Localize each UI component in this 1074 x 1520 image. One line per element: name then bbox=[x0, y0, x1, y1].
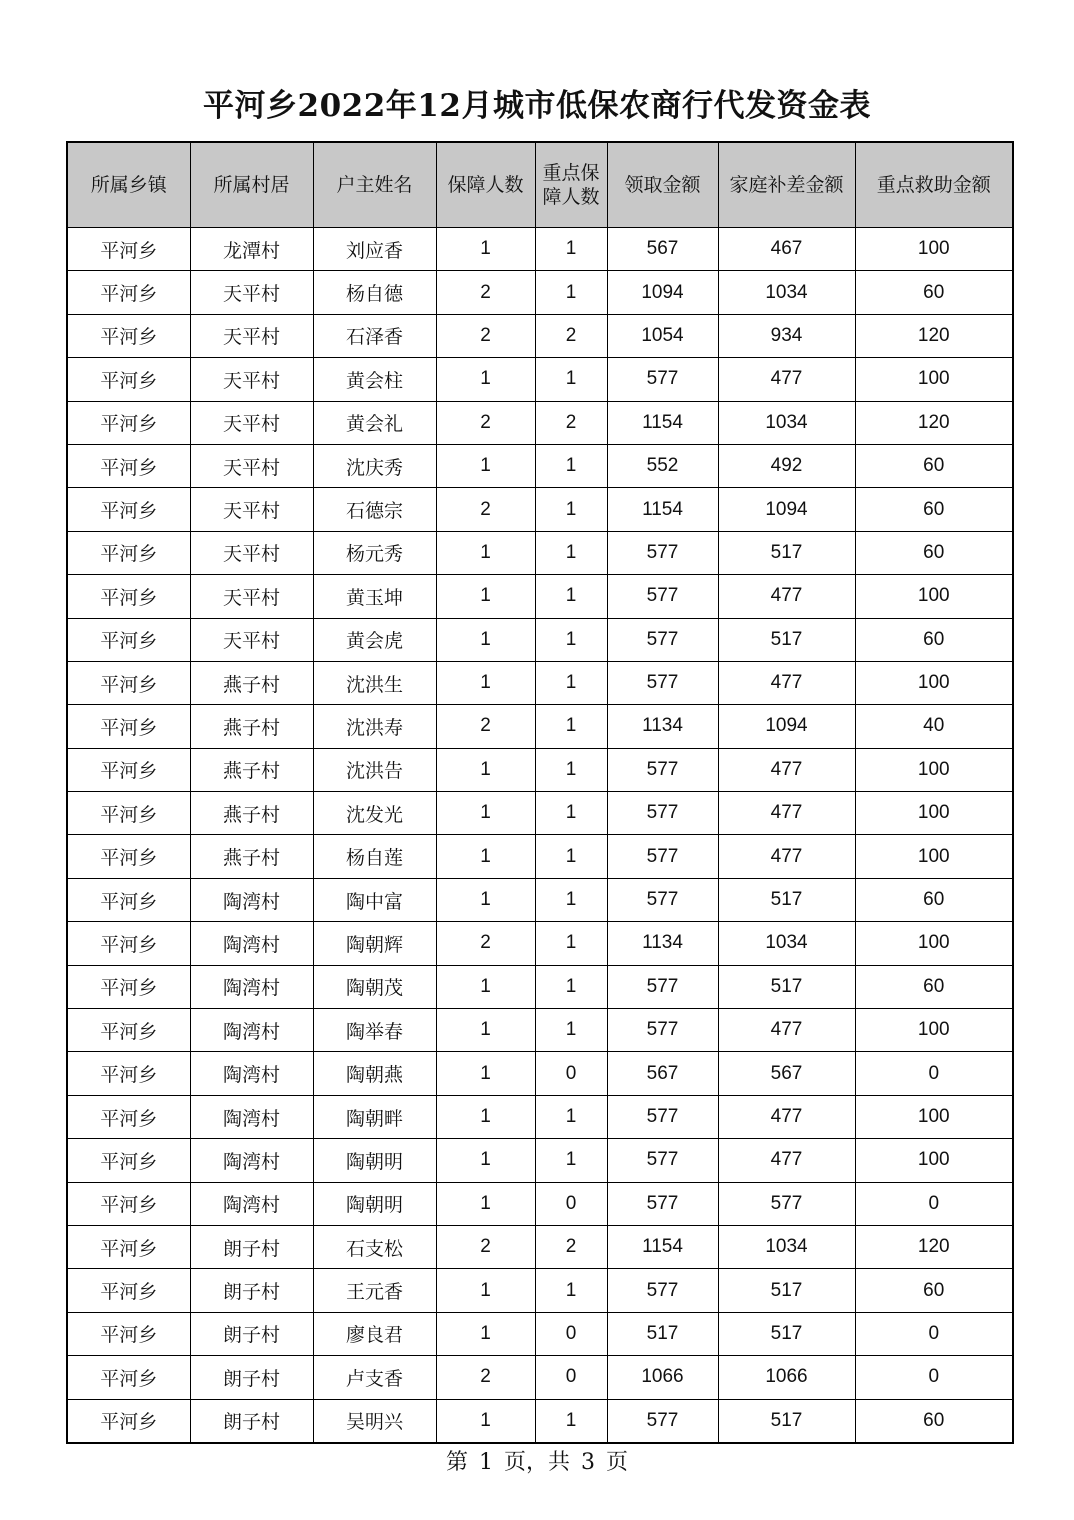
table-row bbox=[67, 531, 1013, 574]
cell-householder: 杨元秀 bbox=[313, 531, 436, 574]
cell-amount-received: 577 bbox=[607, 1095, 718, 1138]
cell-key-assistance: 100 bbox=[855, 835, 1013, 878]
cell-town: 平河乡 bbox=[67, 792, 190, 835]
cell-key-covered-persons: 1 bbox=[535, 835, 607, 878]
col-header-amount-received: 领取金额 bbox=[607, 142, 718, 228]
cell-amount-received: 577 bbox=[607, 358, 718, 401]
cell-town: 平河乡 bbox=[67, 358, 190, 401]
cell-key-covered-persons: 1 bbox=[535, 792, 607, 835]
cell-key-assistance: 60 bbox=[855, 965, 1013, 1008]
cell-key-covered-persons: 1 bbox=[535, 1139, 607, 1182]
table-row bbox=[67, 705, 1013, 748]
cell-householder: 陶朝茂 bbox=[313, 965, 436, 1008]
cell-family-supplement: 1034 bbox=[718, 271, 855, 314]
cell-householder: 陶朝明 bbox=[313, 1139, 436, 1182]
cell-key-covered-persons: 1 bbox=[535, 661, 607, 704]
cell-covered-persons: 2 bbox=[436, 1356, 535, 1399]
cell-key-assistance: 120 bbox=[855, 1225, 1013, 1268]
cell-householder: 黄会虎 bbox=[313, 618, 436, 661]
cell-householder: 陶中富 bbox=[313, 878, 436, 921]
page-footer: 第 1 页，共 3 页 bbox=[446, 1450, 628, 1475]
cell-covered-persons: 1 bbox=[436, 575, 535, 618]
cell-village: 燕子村 bbox=[190, 835, 313, 878]
cell-village: 朗子村 bbox=[190, 1312, 313, 1355]
cell-householder: 黄玉坤 bbox=[313, 575, 436, 618]
table-row bbox=[67, 1095, 1013, 1138]
cell-key-assistance: 0 bbox=[855, 1182, 1013, 1225]
cell-householder: 廖良君 bbox=[313, 1312, 436, 1355]
cell-village: 燕子村 bbox=[190, 748, 313, 791]
table-row bbox=[67, 1052, 1013, 1095]
cell-village: 天平村 bbox=[190, 358, 313, 401]
cell-village: 朗子村 bbox=[190, 1225, 313, 1268]
cell-town: 平河乡 bbox=[67, 1399, 190, 1443]
cell-covered-persons: 1 bbox=[436, 444, 535, 487]
cell-householder: 沈庆秀 bbox=[313, 444, 436, 487]
cell-key-covered-persons: 1 bbox=[535, 1399, 607, 1443]
cell-amount-received: 1154 bbox=[607, 488, 718, 531]
cell-key-assistance: 0 bbox=[855, 1356, 1013, 1399]
cell-key-covered-persons: 1 bbox=[535, 1009, 607, 1052]
cell-town: 平河乡 bbox=[67, 748, 190, 791]
cell-town: 平河乡 bbox=[67, 1269, 190, 1312]
table-row bbox=[67, 748, 1013, 791]
cell-town: 平河乡 bbox=[67, 1052, 190, 1095]
cell-key-covered-persons: 1 bbox=[535, 575, 607, 618]
cell-key-covered-persons: 1 bbox=[535, 618, 607, 661]
cell-village: 燕子村 bbox=[190, 661, 313, 704]
table-row bbox=[67, 1312, 1013, 1355]
cell-key-covered-persons: 0 bbox=[535, 1312, 607, 1355]
cell-householder: 黄会礼 bbox=[313, 401, 436, 444]
col-header-key-assistance: 重点救助金额 bbox=[855, 142, 1013, 228]
cell-covered-persons: 1 bbox=[436, 1399, 535, 1443]
cell-key-assistance: 100 bbox=[855, 792, 1013, 835]
cell-key-covered-persons: 2 bbox=[535, 401, 607, 444]
table-row bbox=[67, 1139, 1013, 1182]
cell-village: 燕子村 bbox=[190, 792, 313, 835]
cell-family-supplement: 477 bbox=[718, 748, 855, 791]
cell-householder: 沈洪生 bbox=[313, 661, 436, 704]
cell-village: 天平村 bbox=[190, 618, 313, 661]
table-row bbox=[67, 401, 1013, 444]
cell-key-covered-persons: 1 bbox=[535, 878, 607, 921]
cell-town: 平河乡 bbox=[67, 1356, 190, 1399]
cell-town: 平河乡 bbox=[67, 1182, 190, 1225]
cell-town: 平河乡 bbox=[67, 1009, 190, 1052]
cell-covered-persons: 2 bbox=[436, 922, 535, 965]
cell-key-covered-persons: 1 bbox=[535, 1095, 607, 1138]
cell-covered-persons: 2 bbox=[436, 401, 535, 444]
cell-village: 陶湾村 bbox=[190, 1095, 313, 1138]
cell-key-assistance: 100 bbox=[855, 748, 1013, 791]
cell-covered-persons: 1 bbox=[436, 1182, 535, 1225]
cell-family-supplement: 477 bbox=[718, 835, 855, 878]
cell-householder: 沈洪寿 bbox=[313, 705, 436, 748]
cell-key-assistance: 0 bbox=[855, 1052, 1013, 1095]
cell-key-assistance: 60 bbox=[855, 444, 1013, 487]
table-row bbox=[67, 444, 1013, 487]
cell-family-supplement: 1034 bbox=[718, 401, 855, 444]
cell-covered-persons: 1 bbox=[436, 965, 535, 1008]
cell-family-supplement: 1094 bbox=[718, 488, 855, 531]
cell-key-assistance: 60 bbox=[855, 618, 1013, 661]
cell-householder: 陶朝畔 bbox=[313, 1095, 436, 1138]
cell-amount-received: 567 bbox=[607, 1052, 718, 1095]
cell-amount-received: 577 bbox=[607, 575, 718, 618]
table-row bbox=[67, 922, 1013, 965]
cell-village: 陶湾村 bbox=[190, 1182, 313, 1225]
cell-covered-persons: 2 bbox=[436, 314, 535, 357]
cell-householder: 杨自莲 bbox=[313, 835, 436, 878]
table-row bbox=[67, 1269, 1013, 1312]
cell-amount-received: 577 bbox=[607, 748, 718, 791]
cell-town: 平河乡 bbox=[67, 1225, 190, 1268]
cell-village: 天平村 bbox=[190, 575, 313, 618]
table-row bbox=[67, 228, 1013, 271]
cell-family-supplement: 477 bbox=[718, 358, 855, 401]
cell-family-supplement: 1034 bbox=[718, 1225, 855, 1268]
cell-key-assistance: 100 bbox=[855, 1139, 1013, 1182]
cell-amount-received: 1154 bbox=[607, 401, 718, 444]
cell-key-assistance: 60 bbox=[855, 271, 1013, 314]
cell-family-supplement: 477 bbox=[718, 792, 855, 835]
cell-key-covered-persons: 1 bbox=[535, 922, 607, 965]
cell-town: 平河乡 bbox=[67, 271, 190, 314]
cell-key-assistance: 40 bbox=[855, 705, 1013, 748]
table-body bbox=[67, 228, 1013, 1443]
cell-town: 平河乡 bbox=[67, 661, 190, 704]
cell-key-assistance: 100 bbox=[855, 922, 1013, 965]
cell-amount-received: 1066 bbox=[607, 1356, 718, 1399]
cell-key-assistance: 100 bbox=[855, 661, 1013, 704]
cell-amount-received: 1094 bbox=[607, 271, 718, 314]
cell-family-supplement: 517 bbox=[718, 965, 855, 1008]
cell-town: 平河乡 bbox=[67, 401, 190, 444]
cell-village: 燕子村 bbox=[190, 705, 313, 748]
cell-family-supplement: 517 bbox=[718, 1269, 855, 1312]
cell-covered-persons: 1 bbox=[436, 531, 535, 574]
table-row bbox=[67, 1009, 1013, 1052]
cell-covered-persons: 1 bbox=[436, 358, 535, 401]
cell-amount-received: 517 bbox=[607, 1312, 718, 1355]
cell-householder: 陶举春 bbox=[313, 1009, 436, 1052]
cell-householder: 石支松 bbox=[313, 1225, 436, 1268]
cell-family-supplement: 477 bbox=[718, 1009, 855, 1052]
cell-amount-received: 577 bbox=[607, 878, 718, 921]
col-header-householder: 户主姓名 bbox=[313, 142, 436, 228]
cell-family-supplement: 477 bbox=[718, 1095, 855, 1138]
cell-householder: 石德宗 bbox=[313, 488, 436, 531]
cell-covered-persons: 2 bbox=[436, 271, 535, 314]
cell-town: 平河乡 bbox=[67, 1139, 190, 1182]
cell-covered-persons: 1 bbox=[436, 1139, 535, 1182]
cell-key-assistance: 100 bbox=[855, 1009, 1013, 1052]
col-header-town: 所属乡镇 bbox=[67, 142, 190, 228]
cell-key-covered-persons: 1 bbox=[535, 965, 607, 1008]
cell-householder: 陶朝辉 bbox=[313, 922, 436, 965]
cell-covered-persons: 1 bbox=[436, 792, 535, 835]
cell-key-covered-persons: 1 bbox=[535, 358, 607, 401]
cell-amount-received: 577 bbox=[607, 618, 718, 661]
cell-family-supplement: 517 bbox=[718, 618, 855, 661]
cell-amount-received: 1134 bbox=[607, 705, 718, 748]
cell-village: 天平村 bbox=[190, 531, 313, 574]
table-row bbox=[67, 661, 1013, 704]
cell-family-supplement: 477 bbox=[718, 661, 855, 704]
cell-householder: 黄会柱 bbox=[313, 358, 436, 401]
cell-family-supplement: 1094 bbox=[718, 705, 855, 748]
cell-amount-received: 577 bbox=[607, 1182, 718, 1225]
table-row bbox=[67, 488, 1013, 531]
table-row bbox=[67, 1182, 1013, 1225]
cell-family-supplement: 1034 bbox=[718, 922, 855, 965]
cell-key-covered-persons: 1 bbox=[535, 444, 607, 487]
cell-family-supplement: 934 bbox=[718, 314, 855, 357]
cell-householder: 沈洪告 bbox=[313, 748, 436, 791]
cell-town: 平河乡 bbox=[67, 314, 190, 357]
cell-householder: 陶朝明 bbox=[313, 1182, 436, 1225]
cell-covered-persons: 2 bbox=[436, 1225, 535, 1268]
cell-family-supplement: 517 bbox=[718, 1399, 855, 1443]
cell-key-assistance: 100 bbox=[855, 575, 1013, 618]
table-row bbox=[67, 878, 1013, 921]
cell-covered-persons: 1 bbox=[436, 748, 535, 791]
table-row bbox=[67, 575, 1013, 618]
cell-covered-persons: 1 bbox=[436, 835, 535, 878]
table-row bbox=[67, 358, 1013, 401]
cell-covered-persons: 1 bbox=[436, 661, 535, 704]
cell-householder: 刘应香 bbox=[313, 228, 436, 271]
cell-covered-persons: 1 bbox=[436, 1052, 535, 1095]
cell-householder: 陶朝燕 bbox=[313, 1052, 436, 1095]
cell-key-covered-persons: 1 bbox=[535, 705, 607, 748]
cell-key-covered-persons: 0 bbox=[535, 1052, 607, 1095]
table-row bbox=[67, 618, 1013, 661]
cell-village: 天平村 bbox=[190, 271, 313, 314]
cell-town: 平河乡 bbox=[67, 922, 190, 965]
cell-village: 天平村 bbox=[190, 314, 313, 357]
cell-key-covered-persons: 1 bbox=[535, 748, 607, 791]
cell-village: 陶湾村 bbox=[190, 1009, 313, 1052]
cell-covered-persons: 1 bbox=[436, 1312, 535, 1355]
cell-covered-persons: 1 bbox=[436, 878, 535, 921]
cell-key-assistance: 60 bbox=[855, 878, 1013, 921]
cell-family-supplement: 517 bbox=[718, 878, 855, 921]
cell-key-covered-persons: 0 bbox=[535, 1182, 607, 1225]
cell-householder: 石泽香 bbox=[313, 314, 436, 357]
col-header-village: 所属村居 bbox=[190, 142, 313, 228]
header-row bbox=[67, 142, 1013, 228]
cell-key-assistance: 100 bbox=[855, 358, 1013, 401]
cell-family-supplement: 567 bbox=[718, 1052, 855, 1095]
cell-covered-persons: 1 bbox=[436, 228, 535, 271]
cell-family-supplement: 492 bbox=[718, 444, 855, 487]
cell-key-assistance: 120 bbox=[855, 401, 1013, 444]
cell-village: 天平村 bbox=[190, 401, 313, 444]
cell-covered-persons: 1 bbox=[436, 1095, 535, 1138]
cell-village: 陶湾村 bbox=[190, 1052, 313, 1095]
cell-family-supplement: 467 bbox=[718, 228, 855, 271]
cell-key-assistance: 60 bbox=[855, 1269, 1013, 1312]
cell-amount-received: 577 bbox=[607, 1269, 718, 1312]
cell-householder: 卢支香 bbox=[313, 1356, 436, 1399]
cell-amount-received: 577 bbox=[607, 1139, 718, 1182]
cell-town: 平河乡 bbox=[67, 1312, 190, 1355]
table-row bbox=[67, 1225, 1013, 1268]
cell-village: 朗子村 bbox=[190, 1399, 313, 1443]
table-row bbox=[67, 965, 1013, 1008]
cell-village: 朗子村 bbox=[190, 1269, 313, 1312]
cell-amount-received: 1134 bbox=[607, 922, 718, 965]
cell-village: 朗子村 bbox=[190, 1356, 313, 1399]
cell-town: 平河乡 bbox=[67, 531, 190, 574]
cell-covered-persons: 2 bbox=[436, 488, 535, 531]
cell-town: 平河乡 bbox=[67, 575, 190, 618]
cell-family-supplement: 477 bbox=[718, 575, 855, 618]
cell-amount-received: 567 bbox=[607, 228, 718, 271]
cell-covered-persons: 1 bbox=[436, 618, 535, 661]
cell-town: 平河乡 bbox=[67, 228, 190, 271]
cell-family-supplement: 1066 bbox=[718, 1356, 855, 1399]
table-row bbox=[67, 1399, 1013, 1443]
cell-village: 天平村 bbox=[190, 444, 313, 487]
cell-key-assistance: 60 bbox=[855, 488, 1013, 531]
cell-amount-received: 577 bbox=[607, 661, 718, 704]
cell-key-assistance: 100 bbox=[855, 1095, 1013, 1138]
cell-family-supplement: 517 bbox=[718, 1312, 855, 1355]
cell-householder: 王元香 bbox=[313, 1269, 436, 1312]
cell-covered-persons: 1 bbox=[436, 1009, 535, 1052]
cell-town: 平河乡 bbox=[67, 705, 190, 748]
cell-village: 陶湾村 bbox=[190, 922, 313, 965]
cell-key-covered-persons: 0 bbox=[535, 1356, 607, 1399]
table-row bbox=[67, 271, 1013, 314]
cell-family-supplement: 477 bbox=[718, 1139, 855, 1182]
cell-amount-received: 577 bbox=[607, 965, 718, 1008]
cell-key-covered-persons: 1 bbox=[535, 488, 607, 531]
table-row bbox=[67, 314, 1013, 357]
document-title: 平河乡2022年12月城市低保农商行代发资金表 bbox=[203, 88, 871, 124]
cell-covered-persons: 1 bbox=[436, 1269, 535, 1312]
cell-householder: 杨自德 bbox=[313, 271, 436, 314]
cell-key-assistance: 0 bbox=[855, 1312, 1013, 1355]
cell-key-assistance: 60 bbox=[855, 531, 1013, 574]
cell-key-covered-persons: 1 bbox=[535, 531, 607, 574]
col-header-covered-persons: 保障人数 bbox=[436, 142, 535, 228]
cell-town: 平河乡 bbox=[67, 618, 190, 661]
col-header-key-covered-persons: 重点保障人数 bbox=[535, 142, 607, 228]
table-row bbox=[67, 1356, 1013, 1399]
table-row bbox=[67, 835, 1013, 878]
cell-key-assistance: 120 bbox=[855, 314, 1013, 357]
cell-key-covered-persons: 2 bbox=[535, 314, 607, 357]
cell-amount-received: 1154 bbox=[607, 1225, 718, 1268]
cell-key-covered-persons: 1 bbox=[535, 271, 607, 314]
col-header-family-supplement: 家庭补差金额 bbox=[718, 142, 855, 228]
cell-key-covered-persons: 1 bbox=[535, 228, 607, 271]
cell-amount-received: 577 bbox=[607, 531, 718, 574]
cell-village: 陶湾村 bbox=[190, 1139, 313, 1182]
cell-key-assistance: 60 bbox=[855, 1399, 1013, 1443]
cell-amount-received: 577 bbox=[607, 835, 718, 878]
subsidy-table bbox=[66, 141, 1014, 1444]
cell-amount-received: 577 bbox=[607, 792, 718, 835]
cell-town: 平河乡 bbox=[67, 878, 190, 921]
cell-amount-received: 577 bbox=[607, 1009, 718, 1052]
cell-key-covered-persons: 1 bbox=[535, 1269, 607, 1312]
cell-covered-persons: 2 bbox=[436, 705, 535, 748]
cell-family-supplement: 517 bbox=[718, 531, 855, 574]
cell-village: 陶湾村 bbox=[190, 965, 313, 1008]
cell-amount-received: 552 bbox=[607, 444, 718, 487]
cell-village: 天平村 bbox=[190, 488, 313, 531]
table-row bbox=[67, 792, 1013, 835]
cell-town: 平河乡 bbox=[67, 965, 190, 1008]
cell-amount-received: 577 bbox=[607, 1399, 718, 1443]
cell-town: 平河乡 bbox=[67, 444, 190, 487]
cell-householder: 沈发光 bbox=[313, 792, 436, 835]
cell-village: 龙潭村 bbox=[190, 228, 313, 271]
cell-key-assistance: 100 bbox=[855, 228, 1013, 271]
cell-town: 平河乡 bbox=[67, 835, 190, 878]
cell-town: 平河乡 bbox=[67, 488, 190, 531]
cell-householder: 吴明兴 bbox=[313, 1399, 436, 1443]
cell-amount-received: 1054 bbox=[607, 314, 718, 357]
cell-village: 陶湾村 bbox=[190, 878, 313, 921]
cell-key-covered-persons: 2 bbox=[535, 1225, 607, 1268]
cell-town: 平河乡 bbox=[67, 1095, 190, 1138]
cell-family-supplement: 577 bbox=[718, 1182, 855, 1225]
